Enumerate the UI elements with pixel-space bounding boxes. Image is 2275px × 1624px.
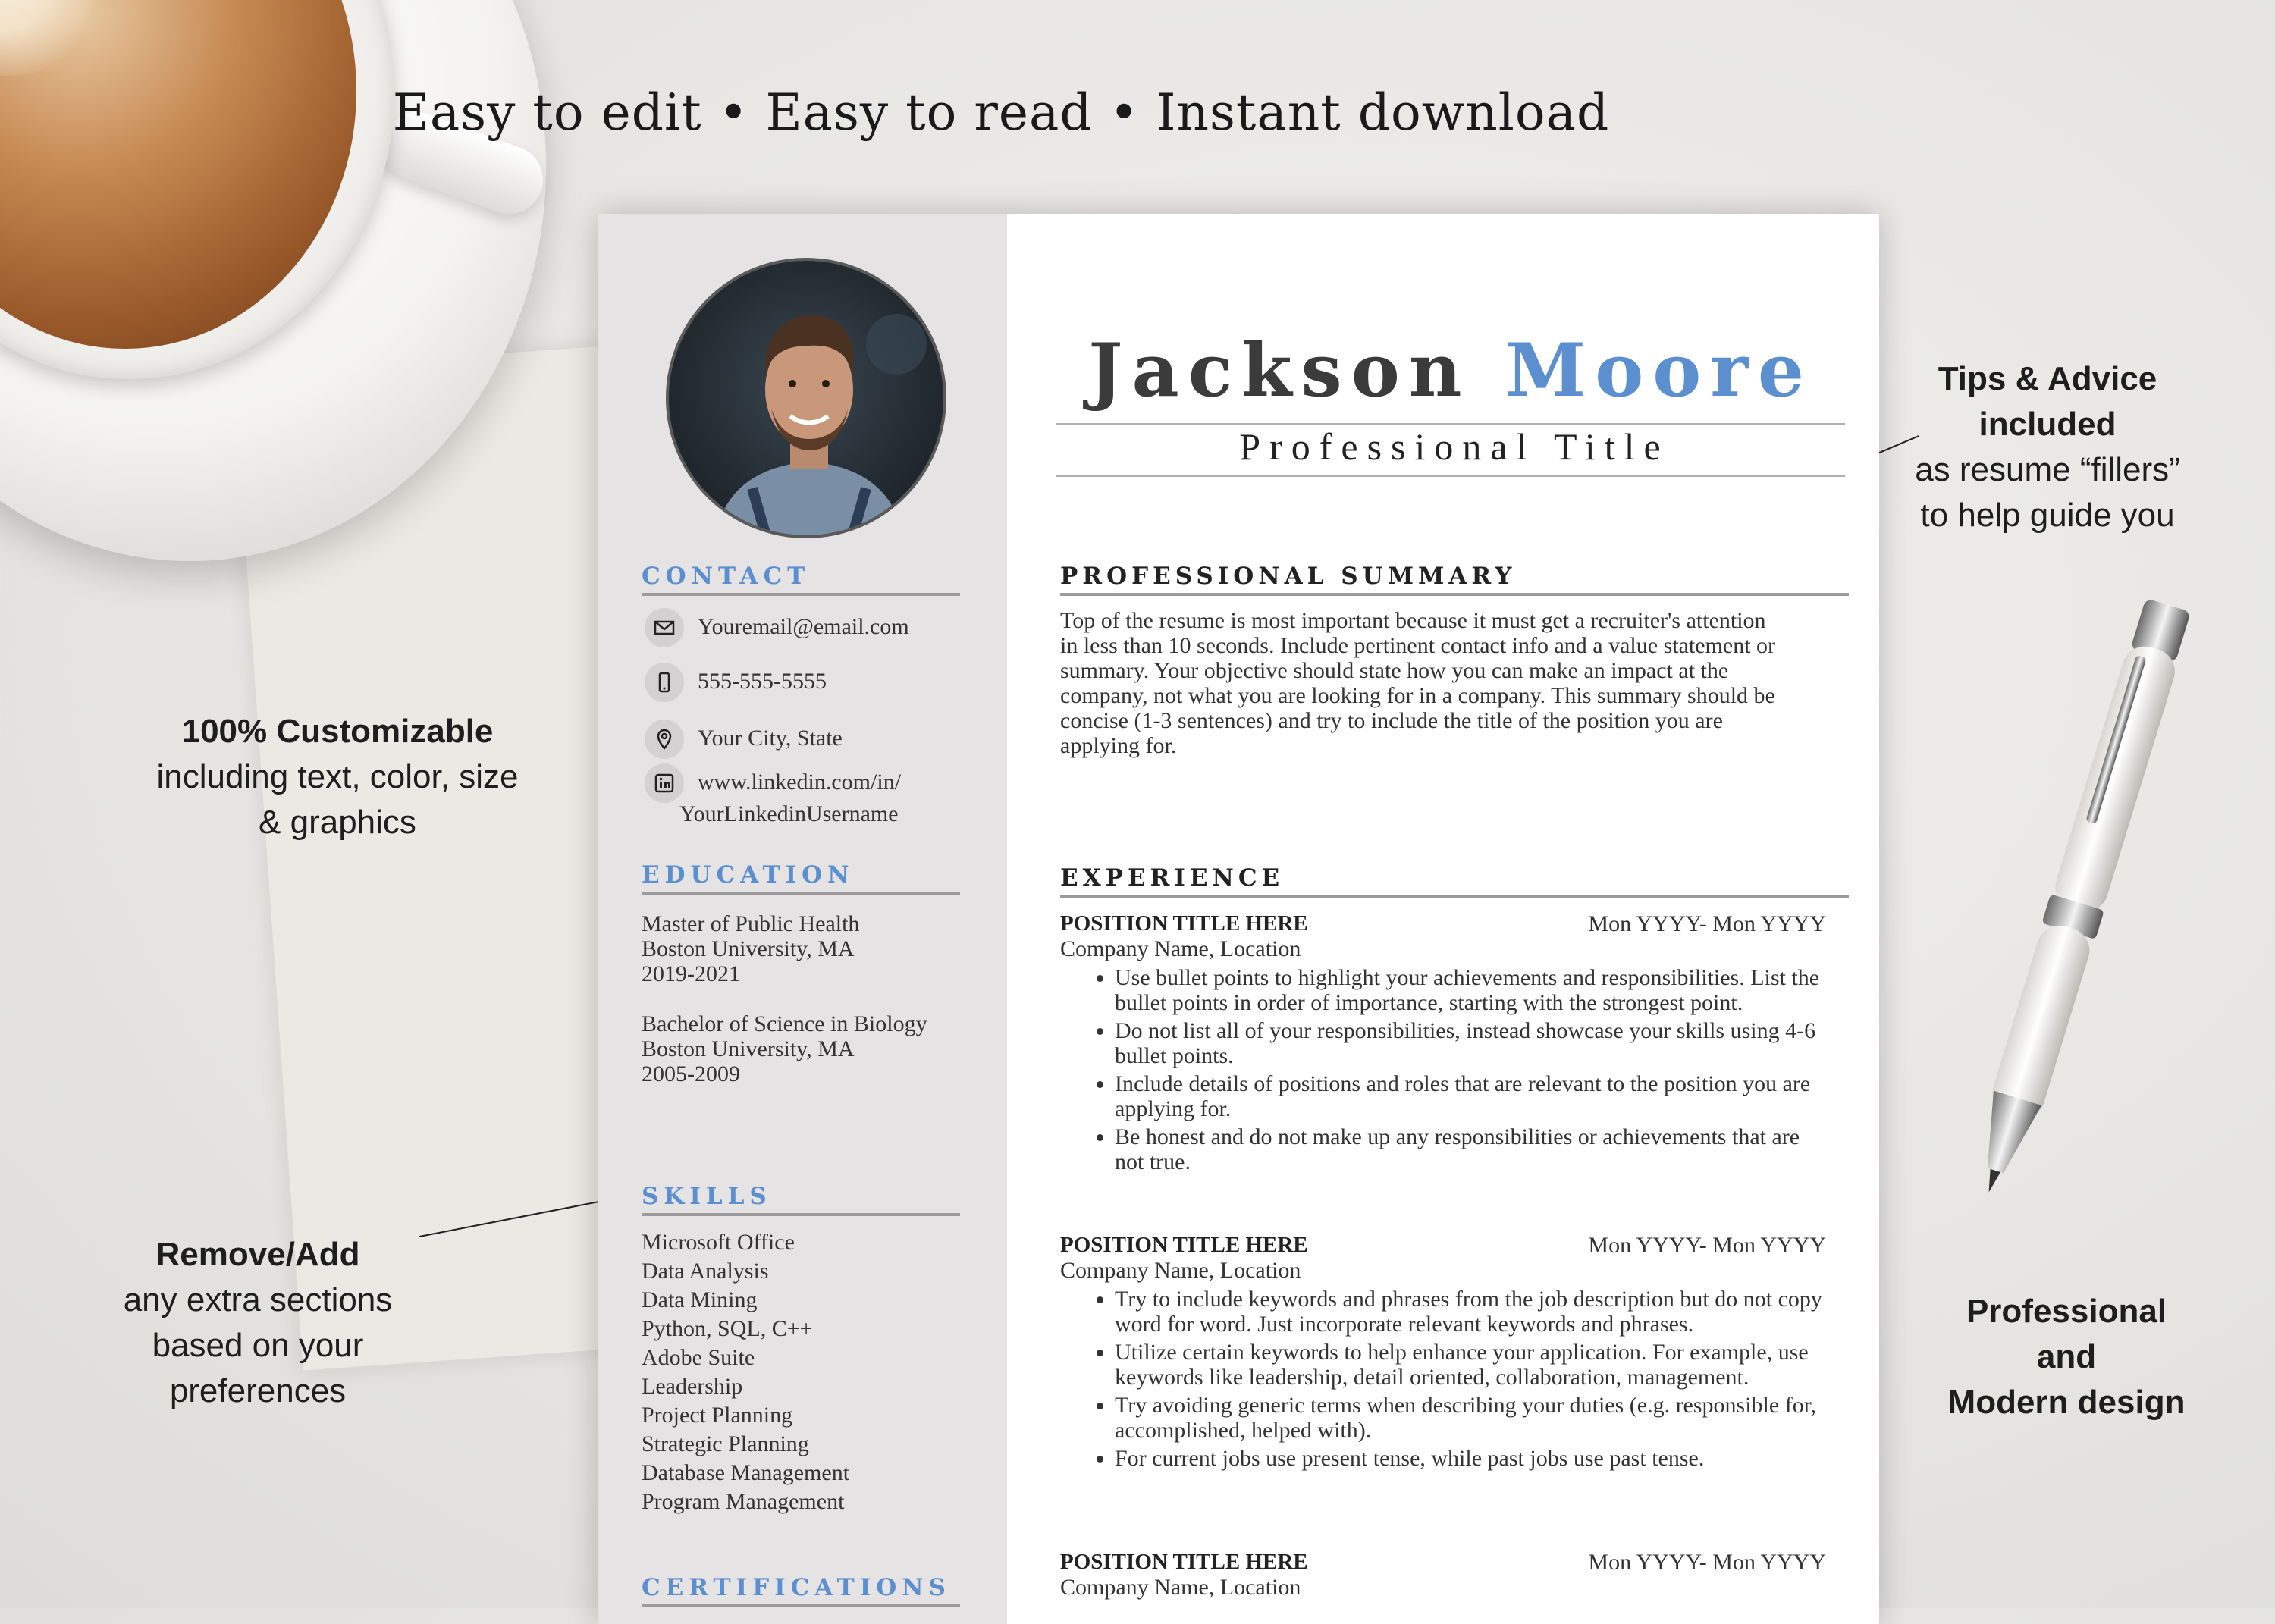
skills-list [642,1230,975,1518]
location-pin-icon [645,720,684,759]
contact-email[interactable] [645,614,986,644]
contact-linkedin-text-1: www.linkedin.com/in/ [698,770,902,795]
remove-add-note-line-2: based on your [152,1327,364,1364]
experience-entry [1060,1233,1826,1474]
job-bullet: • Try to include keywords and phrases from the job description but do not copy word for word. Just incorporate relevant keywords and phrases. [1115,1287,1826,1337]
professional-title: Professional Title [1239,425,1670,468]
job-bullet: • Try avoiding generic terms when describing your duties (e.g. responsible for, accomplished, helped with). [1115,1393,1826,1443]
skill-item: Strategic Planning [642,1431,809,1456]
contact-location [645,726,986,756]
job-bullet: • Utilize certain keywords to help enhance your application. For example, use keywords like leadership, detail oriented, collaboration, management. [1115,1340,1826,1390]
customizable-note [136,709,538,845]
education-school: Boston University, MA [642,1036,855,1061]
contact-linkedin[interactable] [645,770,986,830]
contact-location-text: Your City, State [698,726,843,751]
contact-phone-text: 555-555-5555 [698,669,827,694]
pen-image [1919,576,2237,1221]
job-dates: Mon YYYY- Mon YYYY [1588,1550,1826,1575]
education-heading: EDUCATION [642,861,960,895]
phone-icon [645,663,684,702]
skill-item: Program Management [642,1489,845,1514]
skill-item: Data Mining [642,1287,758,1312]
education-degree: Master of Public Health [642,911,860,936]
tips-note-bold-1: Tips & Advice [1938,360,2157,397]
experience-entry [1060,911,1826,1177]
experience-entry [1060,1550,1826,1600]
tips-note-line-2: to help guide you [1920,497,2175,534]
customizable-note-line-1: including text, color, size [156,758,519,795]
last-name: Moore [1505,328,1813,413]
skill-item: Adobe Suite [642,1345,755,1370]
professional-note-line-3: Modern design [1947,1384,2186,1421]
title-rule-bottom [1056,475,1845,477]
skills-heading: SKILLS [642,1183,960,1216]
skill-item: Data Analysis [642,1259,769,1284]
skill-item: Microsoft Office [642,1230,795,1255]
certifications-heading: CERTIFICATIONS [642,1574,960,1607]
contact-linkedin-text-2: YourLinkedinUsername [679,801,899,826]
profile-photo-illustration [669,261,946,538]
education-degree: Bachelor of Science in Biology [642,1011,927,1036]
contact-email-text: Youremail@email.com [698,614,909,639]
remove-add-note-bold: Remove/Add [155,1236,360,1273]
latte-art [0,0,99,76]
job-title: POSITION TITLE HERE [1060,1233,1308,1257]
linkedin-icon [645,763,684,803]
job-dates: Mon YYYY- Mon YYYY [1588,911,1826,936]
education-years: 2005-2009 [642,1061,740,1086]
summary-heading: PROFESSIONAL SUMMARY [1060,563,1849,596]
professional-note-line-2: and [2036,1338,2097,1375]
skill-item: Leadership [642,1374,743,1399]
skill-item: Database Management [642,1460,850,1485]
summary-text: Top of the resume is most important because it must get a recruiter's attention in less than 10 seconds. Include pertinent contact info and a value statement or summary. Your objective should state how you can make an impact at the company, not what you are looking for in a company. This summary should be concise (1-3 sentences) and try to include the title of the position you are applying for. [1060,608,1776,758]
job-bullet: • Be honest and do not make up any responsibilities or achievements that are not true. [1115,1124,1826,1174]
email-icon [645,608,684,647]
job-bullets [1060,965,1826,1174]
job-bullets [1060,1287,1826,1471]
remove-add-note [106,1232,410,1414]
tips-note [1896,356,2199,538]
job-company: Company Name, Location [1060,1575,1301,1600]
tips-note-bold-2: included [1978,406,2117,443]
first-name: Jackson [1088,328,1471,413]
job-company: Company Name, Location [1060,1258,1301,1283]
tips-note-line-1: as resume “fillers” [1915,451,2180,488]
resume-sheet [598,214,1879,1624]
skill-item: Python, SQL, C++ [642,1316,813,1341]
headline: Easy to edit • Easy to read • Instant download [392,83,1610,142]
experience-heading: EXPERIENCE [1060,864,1849,898]
education-school: Boston University, MA [642,936,855,961]
customizable-note-bold: 100% Customizable [181,713,494,750]
job-bullet: • Do not list all of your responsibilities, instead showcase your skills using 4-6 bullet points. [1115,1018,1826,1068]
resume-name [1053,328,1849,413]
job-bullet: • For current jobs use present tense, while past jobs use past tense. [1115,1446,1826,1471]
job-company: Company Name, Location [1060,936,1301,961]
job-bullet: • Include details of positions and roles that are relevant to the position you are applying for. [1115,1071,1826,1121]
professional-note [1926,1289,2207,1425]
skill-item: Project Planning [642,1403,793,1428]
education-item [642,1011,975,1086]
contact-heading: CONTACT [642,563,960,596]
remove-add-note-line-1: any extra sections [123,1281,393,1318]
remove-add-note-line-3: preferences [169,1372,347,1409]
profile-photo [666,258,946,538]
contact-phone[interactable] [645,669,986,699]
job-bullet: • Use bullet points to highlight your achievements and responsibilities. List the bullet points in order of importance, starting with the strongest point. [1115,965,1826,1015]
education-item [642,911,975,986]
job-title: POSITION TITLE HERE [1060,1550,1308,1574]
job-title: POSITION TITLE HERE [1060,911,1308,936]
professional-note-line-1: Professional [1966,1293,2167,1330]
job-dates: Mon YYYY- Mon YYYY [1588,1233,1826,1258]
customizable-note-line-2: & graphics [259,804,416,841]
education-years: 2019-2021 [642,961,740,986]
